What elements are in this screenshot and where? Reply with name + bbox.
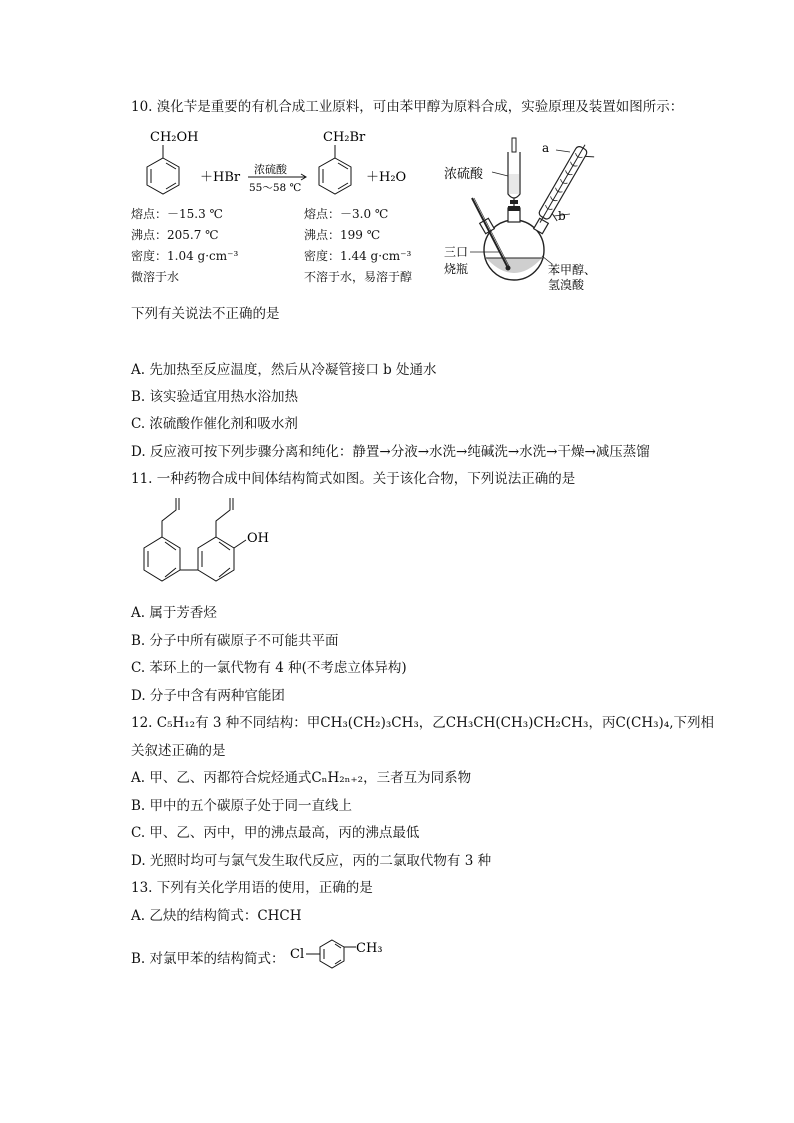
q11-stem: 11. 一种药物合成中间体结构简式如图。关于该化合物，下列说法正确的是 xyxy=(131,471,576,487)
byproduct-water: ＋H₂O xyxy=(366,170,407,185)
q10-option-c: C. 浓硫酸作催化剂和吸水剂 xyxy=(131,416,298,432)
catalyst-label: 浓硫酸 xyxy=(254,163,287,176)
q12-option-a: A. 甲、乙、丙都符合烷烃通式CₙH₂ₙ₊₂，三者互为同系物 xyxy=(131,770,472,786)
reactant-prop-mp: 熔点：－15.3 ℃ xyxy=(131,207,223,221)
q12-option-c: C. 甲、乙、丙中，甲的沸点最高，丙的沸点最低 xyxy=(131,825,420,841)
q13-structure-figure xyxy=(290,934,410,984)
label-port-b: b xyxy=(558,209,566,223)
reactant-prop-bp: 沸点：205.7 ℃ xyxy=(131,228,219,242)
left-benzene-ring xyxy=(144,537,180,581)
toluene-benzene-ring xyxy=(320,940,344,968)
q12-stem-line2: 关叙述正确的是 xyxy=(131,743,226,759)
cl-label: Cl xyxy=(290,947,305,962)
q10-option-b: B. 该实验适宜用热水浴加热 xyxy=(131,389,299,405)
condition-label: 55～58 ℃ xyxy=(249,182,302,194)
label-flask-2: 烧瓶 xyxy=(444,262,469,276)
product-prop-density: 密度：1.44 g·cm⁻³ xyxy=(304,249,412,263)
label-mixture-1: 苯甲醇、 xyxy=(548,263,597,277)
reactant-prop-density: 密度：1.04 g·cm⁻³ xyxy=(131,249,239,263)
q13-option-b: B. 对氯甲苯的结构简式： xyxy=(131,951,285,967)
q10-option-a: A. 先加热至反应温度，然后从冷凝管接口 b 处通水 xyxy=(131,362,437,378)
product-prop-solubility: 不溶于水，易溶于醇 xyxy=(304,270,413,284)
reactant-prop-solubility: 微溶于水 xyxy=(131,270,180,284)
q12-stem-line1: 12. C₅H₁₂有 3 种不同结构：甲CH₃(CH₂)₃CH₃，乙CH₃CH(CH₃)CH₂CH₃，丙C(CH₃)₄,下列相 xyxy=(131,715,715,731)
q11-structure-figure xyxy=(128,496,288,596)
q11-option-d: D. 分子中含有两种官能团 xyxy=(131,688,285,704)
label-mixture-2: 氢溴酸 xyxy=(548,278,585,290)
label-port-a: a xyxy=(542,141,550,155)
q12-option-b: B. 甲中的五个碳原子处于同一直线上 xyxy=(131,798,353,814)
label-flask-1: 三口 xyxy=(444,245,469,259)
q13-option-a: A. 乙炔的结构简式：CHCH xyxy=(131,908,302,924)
q10-question: 下列有关说法不正确的是 xyxy=(131,306,280,322)
reactant-benzene-ring xyxy=(147,158,179,194)
reagent-hbr: ＋HBr xyxy=(200,170,241,185)
q13-stem: 13. 下列有关化学用语的使用，正确的是 xyxy=(131,880,373,896)
product-benzene-ring xyxy=(319,158,351,194)
q11-option-b: B. 分子中所有碳原子不可能共平面 xyxy=(131,633,339,649)
label-conc-sulfuric-acid: 浓硫酸 xyxy=(444,167,484,182)
q11-option-a: A. 属于芳香烃 xyxy=(131,605,217,621)
product-prop-bp: 沸点：199 ℃ xyxy=(304,228,381,242)
ch3-label: CH₃ xyxy=(356,941,383,956)
q10-reaction-scheme xyxy=(128,126,440,216)
q10-apparatus-figure xyxy=(442,128,610,290)
oh-label: OH xyxy=(247,531,269,546)
q11-option-c: C. 苯环上的一氯代物有 4 种(不考虑立体异构) xyxy=(131,660,407,676)
q12-option-d: D. 光照时均可与氯气发生取代反应，丙的二氯取代物有 3 种 xyxy=(131,853,492,869)
reactant-group-label: CH₂OH xyxy=(150,130,199,145)
q10-option-d: D. 反应液可按下列步骤分离和纯化：静置→分液→水洗→纯碱洗→水洗→干燥→减压蒸馏 xyxy=(131,444,650,460)
product-group-label: CH₂Br xyxy=(323,130,366,145)
right-benzene-ring xyxy=(198,537,234,581)
product-prop-mp: 熔点：－3.0 ℃ xyxy=(304,207,389,221)
q10-stem: 10. 溴化苄是重要的有机合成工业原料，可由苯甲醇为原料合成，实验原理及装置如图所示： xyxy=(131,99,684,115)
